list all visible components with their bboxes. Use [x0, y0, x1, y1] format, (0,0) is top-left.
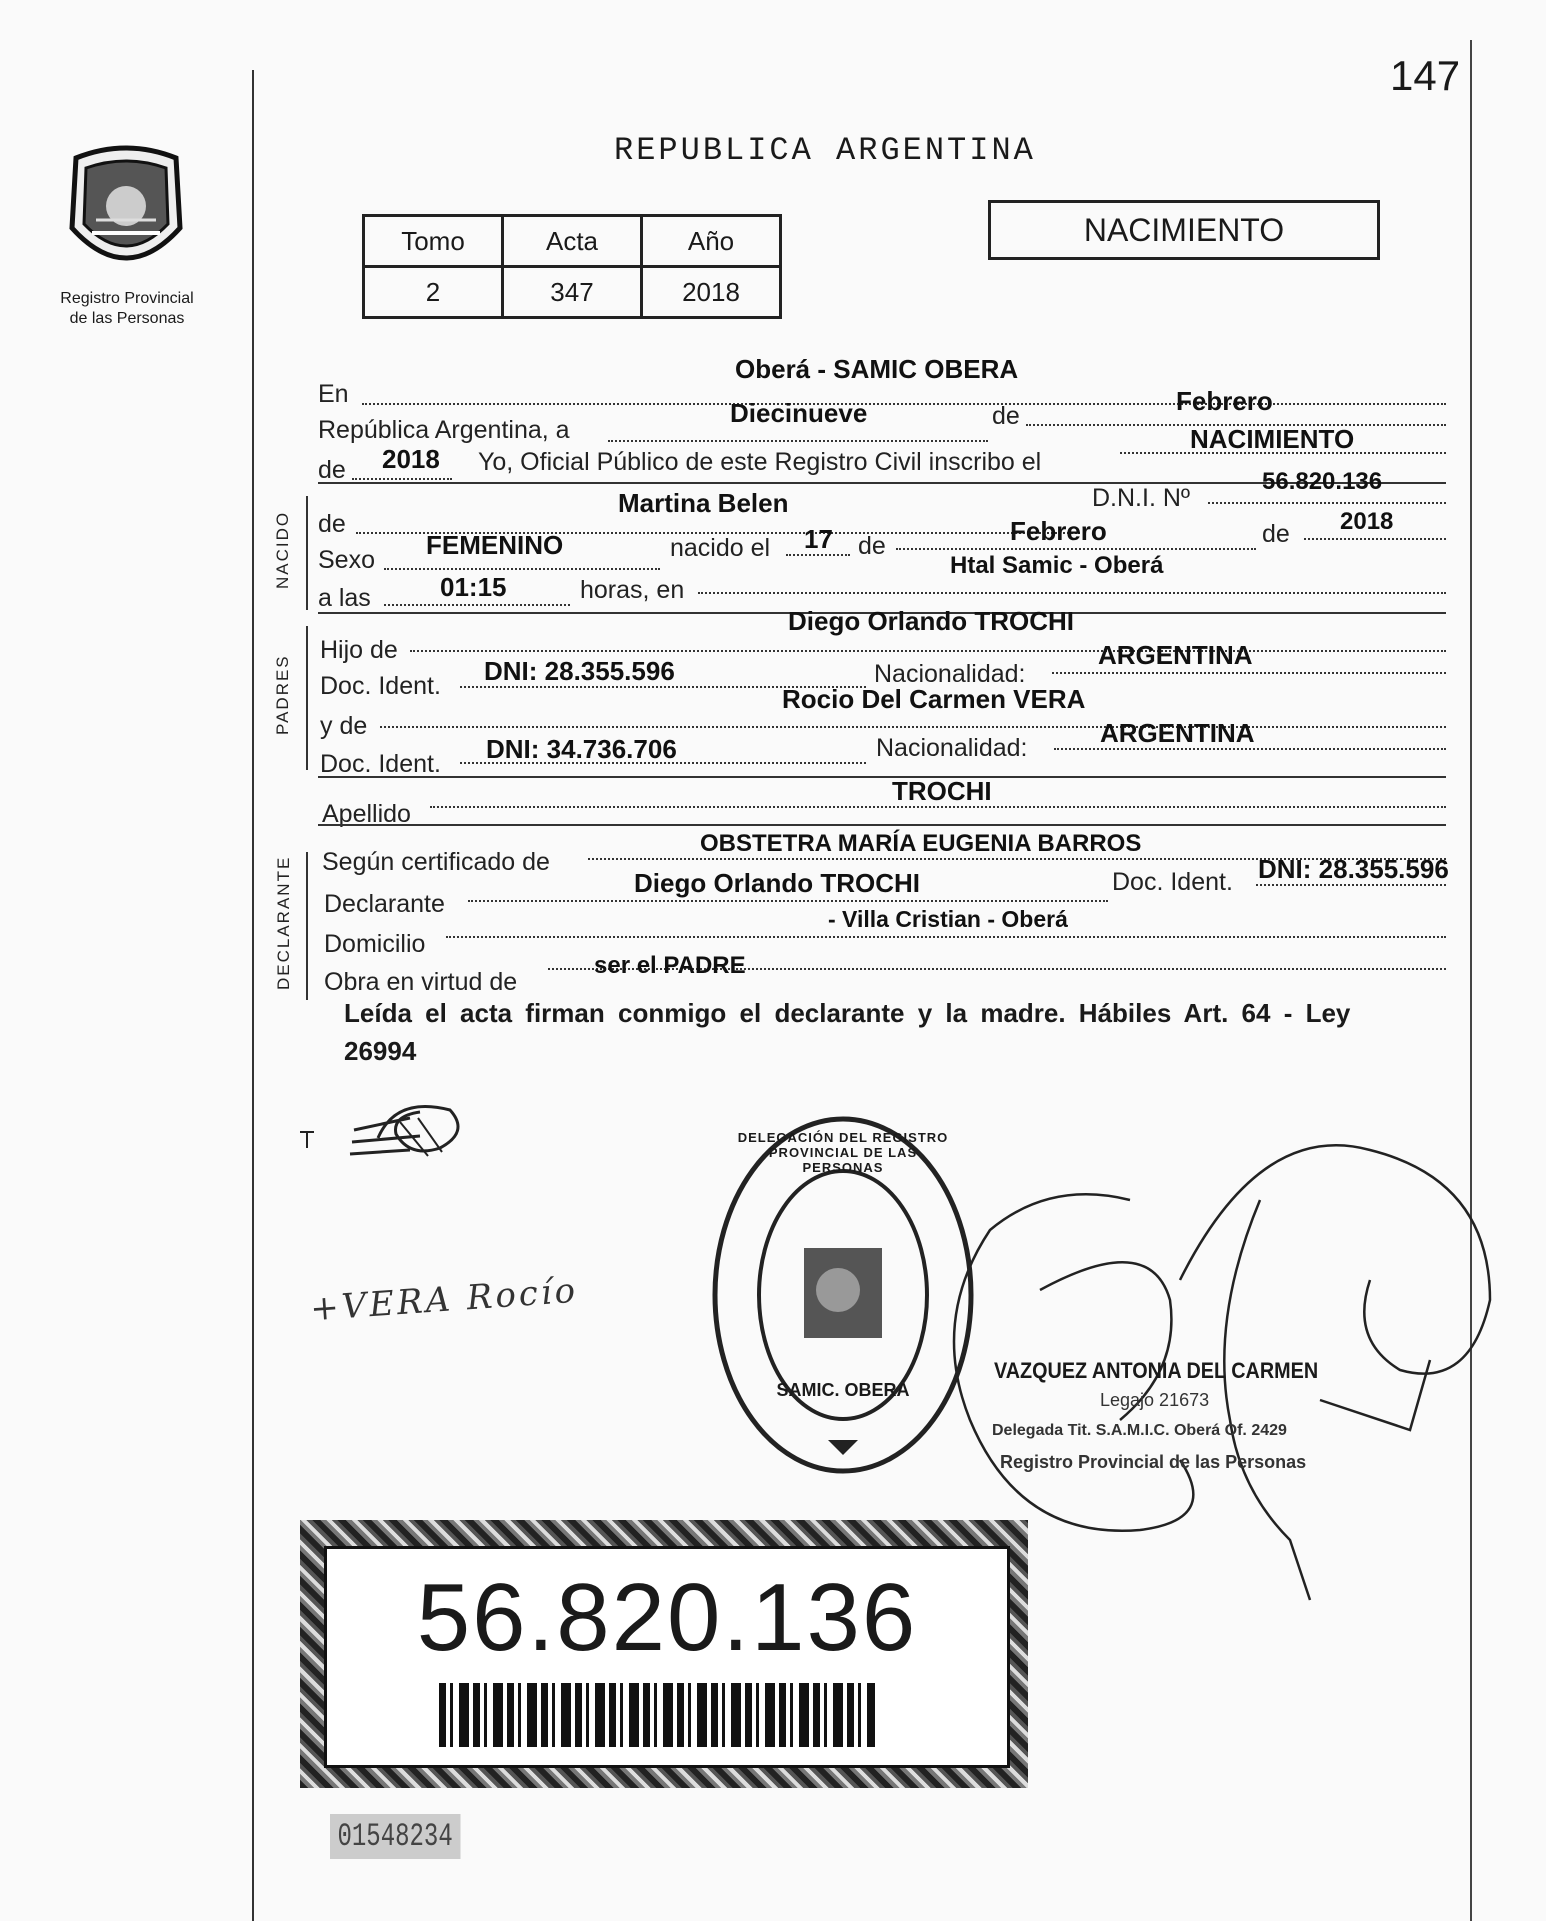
nacido-de2-label: de: [858, 532, 886, 560]
logo-org-line1: Registro Provincial: [60, 290, 194, 307]
apellido-value: TROCHI: [892, 776, 992, 806]
nacido-bar: [306, 496, 308, 610]
province-logo: [62, 138, 190, 283]
hijo-de-label: Hijo de: [320, 636, 398, 664]
sexo-dots: [384, 568, 660, 570]
declarante-value: Diego Orlando TROCHI: [634, 868, 920, 898]
dni-dots: [1208, 502, 1446, 504]
declarante-doc-label: Doc. Ident.: [1112, 868, 1233, 896]
sexo-value: FEMENINO: [426, 530, 564, 560]
obra-value: ser el PADRE: [594, 952, 746, 979]
birth-time-value: 01:15: [440, 572, 507, 602]
de2-label: de: [318, 456, 346, 484]
page-number: 147: [1390, 52, 1461, 99]
day-value: Diecinueve: [730, 398, 868, 428]
stamp-center-text: SAMIC. OBERÁ: [776, 1380, 910, 1400]
anio-value: 2018: [642, 267, 781, 318]
mother-dots: [380, 726, 1446, 728]
place-dots: [698, 592, 1446, 594]
dni-label: D.N.I. Nº: [1092, 484, 1191, 512]
day-dots: [608, 440, 988, 442]
year-value: 2018: [382, 444, 440, 474]
inscribo-value: NACIMIENTO: [1190, 424, 1355, 454]
official-registro: Registro Provincial de las Personas: [1000, 1452, 1307, 1472]
padres-separator: [318, 776, 1446, 778]
padres-section-label: PADRES: [273, 654, 292, 735]
inscribo-label: Yo, Oficial Público de este Registro Civil inscribo el: [478, 448, 1042, 476]
birth-year-value: 2018: [1340, 508, 1394, 535]
time-dots: [384, 604, 570, 606]
padres-bar: [306, 626, 308, 770]
stamp-ring-text: DELEGACIÓN DEL REGISTRO PROVINCIAL DE LAS PERSONAS: [737, 1130, 949, 1175]
birth-day-value: 17: [804, 524, 833, 554]
birth-month-value: Febrero: [1010, 516, 1107, 546]
en-label: En: [318, 380, 349, 408]
official-delegada: Delegada Tit. S.A.M.I.C. Oberá Of. 2429: [992, 1422, 1287, 1439]
de-label: de: [992, 402, 1020, 430]
father-nac-value: ARGENTINA: [1098, 640, 1253, 670]
nacido-de3-label: de: [1262, 520, 1290, 548]
nacido-el-label: nacido el: [670, 534, 771, 562]
official-legajo: Legajo 21673: [1100, 1390, 1210, 1410]
domicilio-value: - Villa Cristian - Oberá: [828, 906, 1068, 932]
segun-label: Según certificado de: [322, 848, 550, 876]
serial-number: 01548234: [330, 1814, 460, 1859]
registry-table: [362, 214, 782, 319]
en-dots: [362, 403, 1446, 405]
logo-org-line2: de las Personas: [69, 310, 185, 327]
barcode-sticker: [300, 1520, 1028, 1788]
country-title: REPUBLICA ARGENTINA: [614, 132, 1036, 169]
domicilio-label: Domicilio: [324, 930, 426, 958]
father-signature: [300, 1092, 480, 1162]
birth-place-value: Htal Samic - Oberá: [950, 552, 1164, 579]
mother-nac-label: Nacionalidad:: [876, 734, 1028, 762]
acta-value: 347: [503, 267, 642, 318]
declarante-dots: [468, 900, 1108, 902]
obra-label: Obra en virtud de: [324, 968, 518, 996]
tomo-value: 2: [364, 267, 503, 318]
mother-doc-label: Doc. Ident.: [320, 750, 441, 778]
horas-label: horas, en: [580, 576, 685, 604]
mother-name-value: Rocio Del Carmen VERA: [782, 684, 1086, 714]
apellido-label: Apellido: [322, 800, 411, 828]
en-value: Oberá - SAMIC OBERA: [735, 354, 1019, 384]
official-name: VAZQUEZ ANTONIA DEL CARMEN: [994, 1358, 1319, 1383]
father-name-value: Diego Orlando TROCHI: [788, 606, 1074, 636]
domicilio-dots: [446, 936, 1446, 938]
doc-type-box: [988, 200, 1380, 260]
father-nac-label: Nacionalidad:: [874, 660, 1026, 688]
birth-month-dots: [896, 548, 1256, 550]
nacido-section-label: NACIDO: [273, 510, 292, 589]
mother-signature: +VERA Rocío: [308, 1270, 580, 1330]
republica-label: República Argentina, a: [318, 416, 570, 444]
apellido-separator: [318, 824, 1446, 826]
declarante-doc-value: DNI: 28.355.596: [1258, 854, 1449, 884]
father-nac-dots: [1052, 672, 1446, 674]
closing-text: Leída el acta firman conmigo el declarante y la madre. Hábiles Art. 64 - Ley 26994: [344, 998, 1351, 1066]
month-value: Febrero: [1176, 386, 1273, 416]
mother-doc-value: DNI: 34.736.706: [486, 734, 677, 764]
father-doc-label: Doc. Ident.: [320, 672, 441, 700]
declarante-section-label: DECLARANTE: [274, 855, 293, 990]
barcode-inner: [324, 1546, 1010, 1768]
barcode-number: 56.820.136: [416, 1564, 918, 1671]
sexo-label: Sexo: [318, 546, 375, 574]
doc-type-label: NACIMIENTO: [1083, 212, 1285, 248]
anio-header: Año: [642, 216, 781, 267]
tomo-header: Tomo: [364, 216, 503, 267]
child-name-value: Martina Belen: [618, 488, 789, 518]
acta-header: Acta: [503, 216, 642, 267]
declarante-label: Declarante: [324, 890, 445, 918]
child-dni-value: 56.820.136: [1262, 468, 1383, 495]
misiones-seal-icon: [62, 138, 190, 283]
segun-value: OBSTETRA MARÍA EUGENIA BARROS: [700, 830, 1142, 857]
year-dots: [352, 478, 452, 480]
father-dots: [410, 650, 1446, 652]
y-de-label: y de: [320, 712, 368, 740]
declarante-bar: [306, 852, 308, 1000]
barcode-bars: [439, 1683, 875, 1747]
left-margin-line: [252, 70, 254, 1921]
father-doc-value: DNI: 28.355.596: [484, 656, 675, 686]
birth-year-dots: [1304, 538, 1446, 540]
mother-nac-value: ARGENTINA: [1100, 718, 1255, 748]
alas-label: a las: [318, 584, 371, 612]
nacido-de-label: de: [318, 510, 346, 538]
